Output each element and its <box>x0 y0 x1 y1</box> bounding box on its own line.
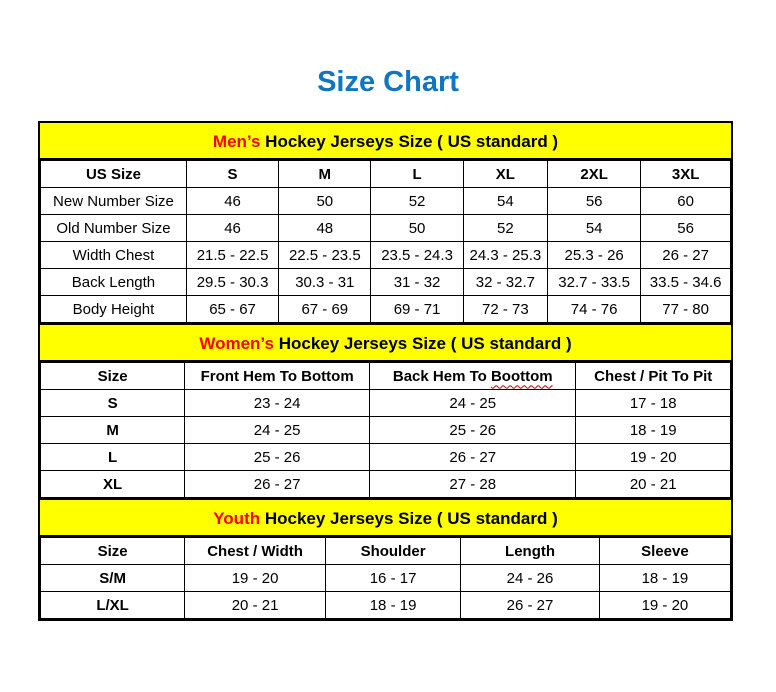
row-label: L <box>41 444 185 471</box>
size-cell: 27 - 28 <box>370 471 576 498</box>
mens-size-table <box>40 160 731 323</box>
table-row <box>41 188 731 215</box>
row-label: Width Chest <box>41 242 187 269</box>
row-label: M <box>41 417 185 444</box>
size-cell: 25 - 26 <box>185 444 370 471</box>
column-header: 2XL <box>548 161 641 188</box>
mens-header-row <box>41 161 731 188</box>
column-header: 3XL <box>641 161 731 188</box>
womens-size-table <box>40 362 731 498</box>
row-label: New Number Size <box>41 188 187 215</box>
size-cell: 16 - 17 <box>325 565 460 592</box>
row-label: S/M <box>41 565 185 592</box>
misspelled-word: Boottom <box>490 367 553 385</box>
column-header: Front Hem To Bottom <box>185 363 370 390</box>
size-cell: 18 - 19 <box>325 592 460 619</box>
youth-size-table <box>40 537 731 619</box>
column-header: Chest / Pit To Pit <box>576 363 731 390</box>
size-cell: 23.5 - 24.3 <box>371 242 463 269</box>
row-label: Old Number Size <box>41 215 187 242</box>
table-row <box>41 215 731 242</box>
table-row <box>41 592 731 619</box>
size-cell: 22.5 - 23.5 <box>279 242 371 269</box>
size-cell: 25.3 - 26 <box>548 242 641 269</box>
womens-banner-text: Hockey Jerseys Size ( US standard ) <box>273 334 572 353</box>
size-cell: 69 - 71 <box>371 296 463 323</box>
size-cell: 54 <box>548 215 641 242</box>
column-header: Shoulder <box>325 538 460 565</box>
column-header: M <box>279 161 371 188</box>
size-cell: 54 <box>463 188 547 215</box>
column-header: Size <box>41 538 185 565</box>
size-cell: 48 <box>279 215 371 242</box>
column-header: Sleeve <box>599 538 730 565</box>
size-cell: 32 - 32.7 <box>463 269 547 296</box>
column-header: Back Hem To Boottom <box>370 363 576 390</box>
table-row <box>41 471 731 498</box>
column-header: US Size <box>41 161 187 188</box>
mens-banner-text: Hockey Jerseys Size ( US standard ) <box>260 132 559 151</box>
size-cell: 33.5 - 34.6 <box>641 269 731 296</box>
youth-banner <box>40 500 731 537</box>
table-row <box>41 444 731 471</box>
table-row <box>41 390 731 417</box>
size-cell: 50 <box>371 215 463 242</box>
size-cell: 46 <box>186 215 278 242</box>
row-label: Back Length <box>41 269 187 296</box>
size-cell: 26 - 27 <box>185 471 370 498</box>
size-cell: 24 - 25 <box>370 390 576 417</box>
size-cell: 20 - 21 <box>185 592 326 619</box>
size-cell: 52 <box>463 215 547 242</box>
table-row <box>41 565 731 592</box>
size-cell: 19 - 20 <box>599 592 730 619</box>
womens-header-row <box>41 363 731 390</box>
size-cell: 29.5 - 30.3 <box>186 269 278 296</box>
size-cell: 24 - 25 <box>185 417 370 444</box>
youth-banner-text: Hockey Jerseys Size ( US standard ) <box>260 509 558 528</box>
column-header: Size <box>41 363 185 390</box>
mens-section <box>40 123 731 323</box>
size-chart-tables <box>38 121 733 621</box>
row-label: XL <box>41 471 185 498</box>
size-cell: 26 - 27 <box>370 444 576 471</box>
column-header: Length <box>461 538 600 565</box>
table-row <box>41 269 731 296</box>
womens-banner <box>40 325 731 362</box>
size-cell: 19 - 20 <box>576 444 731 471</box>
size-cell: 30.3 - 31 <box>279 269 371 296</box>
youth-header-row <box>41 538 731 565</box>
womens-section <box>40 323 731 498</box>
size-cell: 46 <box>186 188 278 215</box>
column-header: XL <box>463 161 547 188</box>
row-label: S <box>41 390 185 417</box>
size-cell: 67 - 69 <box>279 296 371 323</box>
table-row <box>41 242 731 269</box>
size-cell: 60 <box>641 188 731 215</box>
size-cell: 24.3 - 25.3 <box>463 242 547 269</box>
size-cell: 24 - 26 <box>461 565 600 592</box>
size-cell: 25 - 26 <box>370 417 576 444</box>
size-cell: 50 <box>279 188 371 215</box>
page-title: Size Chart <box>317 66 459 98</box>
column-header: S <box>186 161 278 188</box>
table-row <box>41 417 731 444</box>
column-header: Chest / Width <box>185 538 326 565</box>
youth-section <box>40 498 731 619</box>
row-label: Body Height <box>41 296 187 323</box>
row-label: L/XL <box>41 592 185 619</box>
size-cell: 21.5 - 22.5 <box>186 242 278 269</box>
size-cell: 56 <box>548 188 641 215</box>
size-cell: 26 - 27 <box>641 242 731 269</box>
mens-banner-accent: Men’s <box>212 132 261 151</box>
size-cell: 23 - 24 <box>185 390 370 417</box>
womens-banner-accent: Women’s <box>199 334 274 353</box>
size-cell: 65 - 67 <box>186 296 278 323</box>
youth-banner-accent: Youth <box>213 509 261 528</box>
mens-banner <box>40 123 731 160</box>
size-cell: 18 - 19 <box>576 417 731 444</box>
table-row <box>41 296 731 323</box>
size-cell: 32.7 - 33.5 <box>548 269 641 296</box>
size-cell: 52 <box>371 188 463 215</box>
size-cell: 17 - 18 <box>576 390 731 417</box>
size-cell: 19 - 20 <box>185 565 326 592</box>
size-cell: 72 - 73 <box>463 296 547 323</box>
size-cell: 77 - 80 <box>641 296 731 323</box>
size-cell: 31 - 32 <box>371 269 463 296</box>
size-cell: 74 - 76 <box>548 296 641 323</box>
size-cell: 18 - 19 <box>599 565 730 592</box>
size-cell: 26 - 27 <box>461 592 600 619</box>
size-cell: 56 <box>641 215 731 242</box>
column-header: L <box>371 161 463 188</box>
size-cell: 20 - 21 <box>576 471 731 498</box>
